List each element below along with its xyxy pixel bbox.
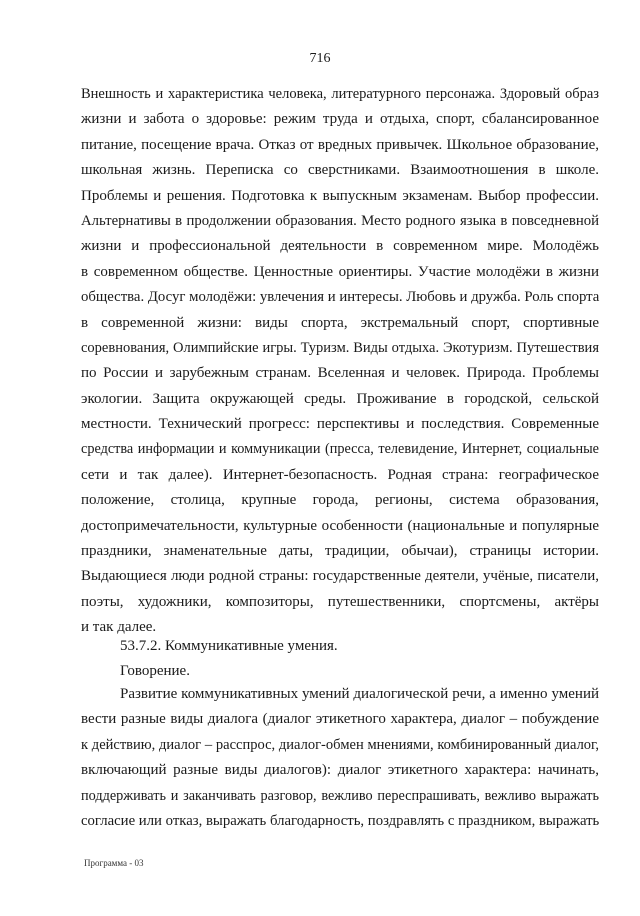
text-line: местности. Технический прогресс: перспективы и последствия. Современные [81,416,599,433]
text-line: праздники, знаменательные даты, традиции, обычаи), страницы истории. [81,543,599,560]
text-line: Внешность и характеристика человека, литературного персонажа. Здоровый образ [81,86,599,102]
text-line: и так далее. [81,619,157,636]
text-line: средства информации и коммуникации (пресса, телевидение, Интернет, социальные [81,441,599,458]
text-line: достопримечательности, культурные особенности (национальные и популярные [81,517,599,534]
text-line: соревнования, Олимпийские игры. Туризм. Виды отдыха. Экотуризм. Путешествия [81,339,599,356]
text-line: питание, посещение врача. Отказ от вредных привычек. Школьное образование, [81,136,599,153]
text-line: к действию, диалог – расспрос, диалог-обмен мнениями, комбинированный диалог, [81,736,599,753]
text-line: в современной жизни: виды спорта, экстремальный спорт, спортивные [81,314,599,331]
section-subheading: Говорение. [120,663,190,679]
text-line: согласие или отказ, выражать благодарность, поздравлять с праздником, выражать [81,812,600,829]
text-line: жизни и забота о здоровье: режим труда и отдыха, спорт, сбалансированное [81,111,599,128]
bottom-paragraph [81,682,599,834]
text-line: Проблемы и решения. Подготовка к выпускным экзаменам. Выбор профессии. [81,187,599,204]
text-line: школьная жизнь. Переписка со сверстниками. Взаимоотношения в школе. [81,162,599,179]
text-line: жизни и профессиональной деятельности в современном мире. Молодёжь [81,238,599,255]
section-heading: 53.7.2. Коммуникативные умения. [120,638,338,654]
main-paragraph [81,82,599,641]
text-line: Альтернативы в продолжении образования. Место родного языка в повседневной [81,212,599,229]
text-line: экологии. Защита окружающей среды. Проживание в городской, сельской [81,390,599,407]
text-line: вести разные виды диалога (диалог этикетного характера, диалог – побуждение [81,711,599,728]
page-number: 716 [309,51,331,66]
footer-label: Программа - 03 [84,858,144,868]
text-line: Выдающиеся люди родной страны: государственные деятели, учёные, писатели, [81,568,599,585]
text-line: включающий разные виды диалогов): диалог этикетного характера: начинать, [81,762,599,779]
text-line: поддерживать и заканчивать разговор, вежливо переспрашивать, вежливо выражать [81,787,599,804]
text-line: Развитие коммуникативных умений диалогической речи, а именно умений [120,686,599,702]
text-line: общества. Досуг молодёжи: увлечения и интересы. Любовь и дружба. Роль спорта [81,289,600,306]
text-line: сети и так далее). Интернет-безопасность. Родная страна: географическое [81,466,599,483]
text-line: в современном обществе. Ценностные ориентиры. Участие молодёжи в жизни [81,263,599,280]
text-line: по России и зарубежным странам. Вселенная и человек. Природа. Проблемы [81,365,599,382]
text-line: положение, столица, крупные города, регионы, система образования, [81,492,599,509]
text-line: поэты, художники, композиторы, путешественники, спортсмены, актёры [81,593,599,610]
